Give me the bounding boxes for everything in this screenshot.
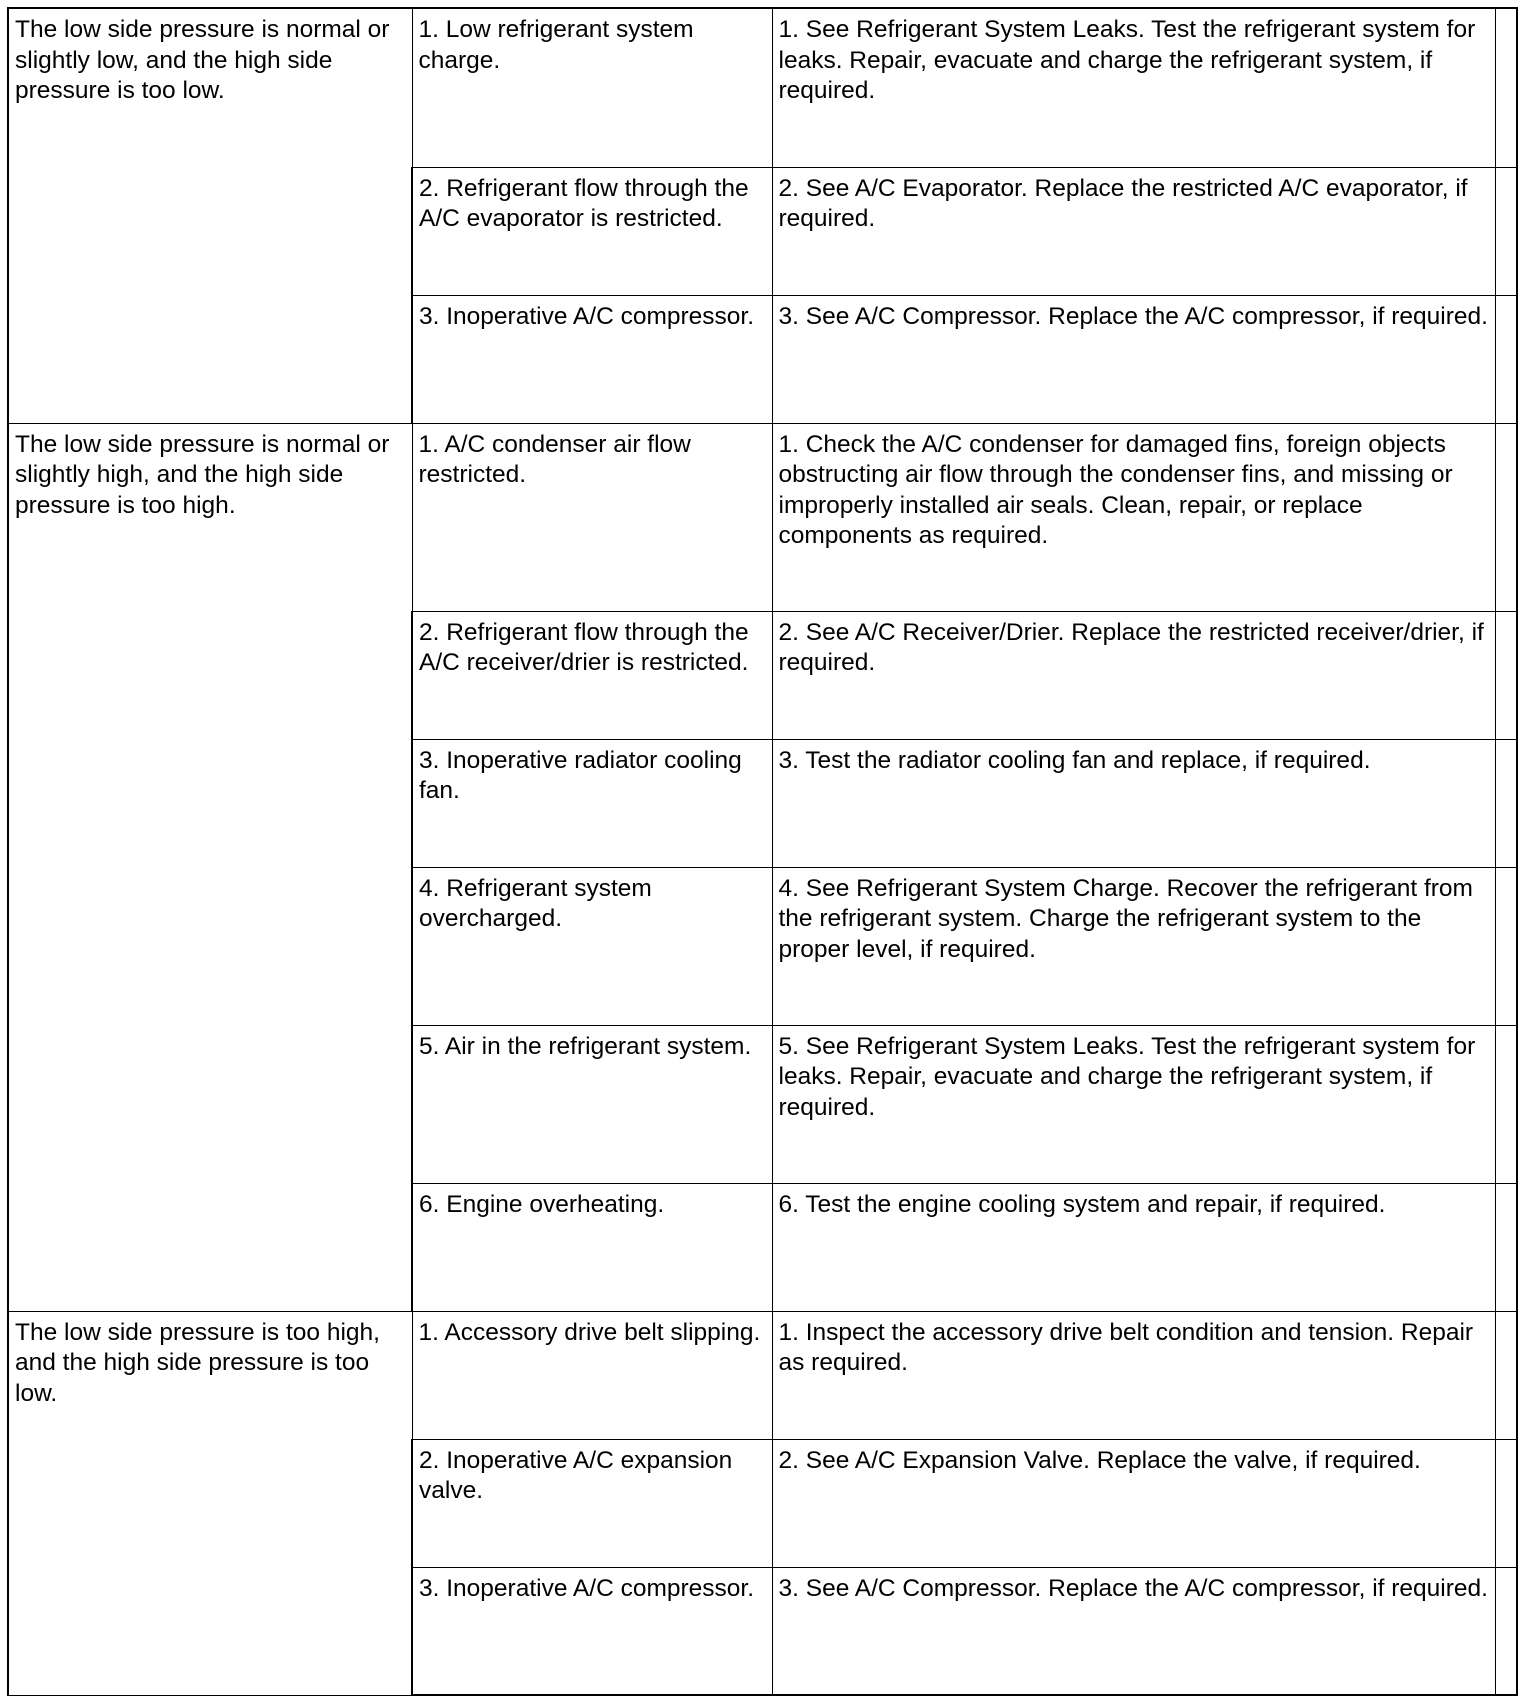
cause-cell: 5. Air in the refrigerant system.: [412, 1025, 772, 1183]
cause-cell: 1. A/C condenser air flow restricted.: [412, 423, 772, 611]
blank-cell: [1495, 1183, 1517, 1311]
cause-cell: 3. Inoperative A/C compressor.: [412, 1567, 772, 1695]
action-cell: 1. Check the A/C condenser for damaged fins, foreign objects obstructing air flow through the condenser fins, and missing or improperly installed air seals. Clean, repair, or replace components as required.: [772, 423, 1495, 611]
cause-cell: 1. Accessory drive belt slipping.: [412, 1311, 772, 1439]
blank-cell: [1495, 295, 1517, 423]
cause-cell: 6. Engine overheating.: [412, 1183, 772, 1311]
condition-cell: The low side pressure is normal or slightly low, and the high side pressure is too low.: [8, 8, 412, 423]
cause-cell: 3. Inoperative radiator cooling fan.: [412, 739, 772, 867]
action-cell: 3. Test the radiator cooling fan and replace, if required.: [772, 739, 1495, 867]
action-cell: 3. See A/C Compressor. Replace the A/C compressor, if required.: [772, 295, 1495, 423]
table-row: [8, 1311, 1517, 1439]
cause-cell: 2. Inoperative A/C expansion valve.: [412, 1439, 772, 1567]
blank-cell: [1495, 1567, 1517, 1695]
action-cell: 5. See Refrigerant System Leaks. Test the refrigerant system for leaks. Repair, evacuate and charge the refrigerant system, if required.: [772, 1025, 1495, 1183]
blank-cell: [1495, 8, 1517, 167]
action-cell: 2. See A/C Evaporator. Replace the restricted A/C evaporator, if required.: [772, 167, 1495, 295]
cause-cell: 2. Refrigerant flow through the A/C receiver/drier is restricted.: [412, 611, 772, 739]
condition-cell: The low side pressure is too high, and the high side pressure is too low.: [8, 1311, 412, 1695]
cause-cell: 4. Refrigerant system overcharged.: [412, 867, 772, 1025]
condition-cell: The low side pressure is normal or slightly high, and the high side pressure is too high.: [8, 423, 412, 1311]
cause-cell: 2. Refrigerant flow through the A/C evaporator is restricted.: [412, 167, 772, 295]
action-cell: 2. See A/C Receiver/Drier. Replace the restricted receiver/drier, if required.: [772, 611, 1495, 739]
blank-cell: [1495, 167, 1517, 295]
action-cell: 4. See Refrigerant System Charge. Recover the refrigerant from the refrigerant system. Charge the refrigerant system to the proper level, if required.: [772, 867, 1495, 1025]
diagnostic-table: [7, 7, 1518, 1696]
blank-cell: [1495, 1311, 1517, 1439]
action-cell: 6. Test the engine cooling system and repair, if required.: [772, 1183, 1495, 1311]
action-cell: 3. See A/C Compressor. Replace the A/C compressor, if required.: [772, 1567, 1495, 1695]
blank-cell: [1495, 611, 1517, 739]
action-cell: 2. See A/C Expansion Valve. Replace the valve, if required.: [772, 1439, 1495, 1567]
blank-cell: [1495, 423, 1517, 611]
cause-cell: 1. Low refrigerant system charge.: [412, 8, 772, 167]
blank-cell: [1495, 867, 1517, 1025]
blank-cell: [1495, 739, 1517, 867]
action-cell: 1. See Refrigerant System Leaks. Test the refrigerant system for leaks. Repair, evacuate and charge the refrigerant system, if required.: [772, 8, 1495, 167]
cause-cell: 3. Inoperative A/C compressor.: [412, 295, 772, 423]
blank-cell: [1495, 1439, 1517, 1567]
action-cell: 1. Inspect the accessory drive belt condition and tension. Repair as required.: [772, 1311, 1495, 1439]
table-row: [8, 423, 1517, 611]
table-row: [8, 8, 1517, 167]
blank-cell: [1495, 1025, 1517, 1183]
